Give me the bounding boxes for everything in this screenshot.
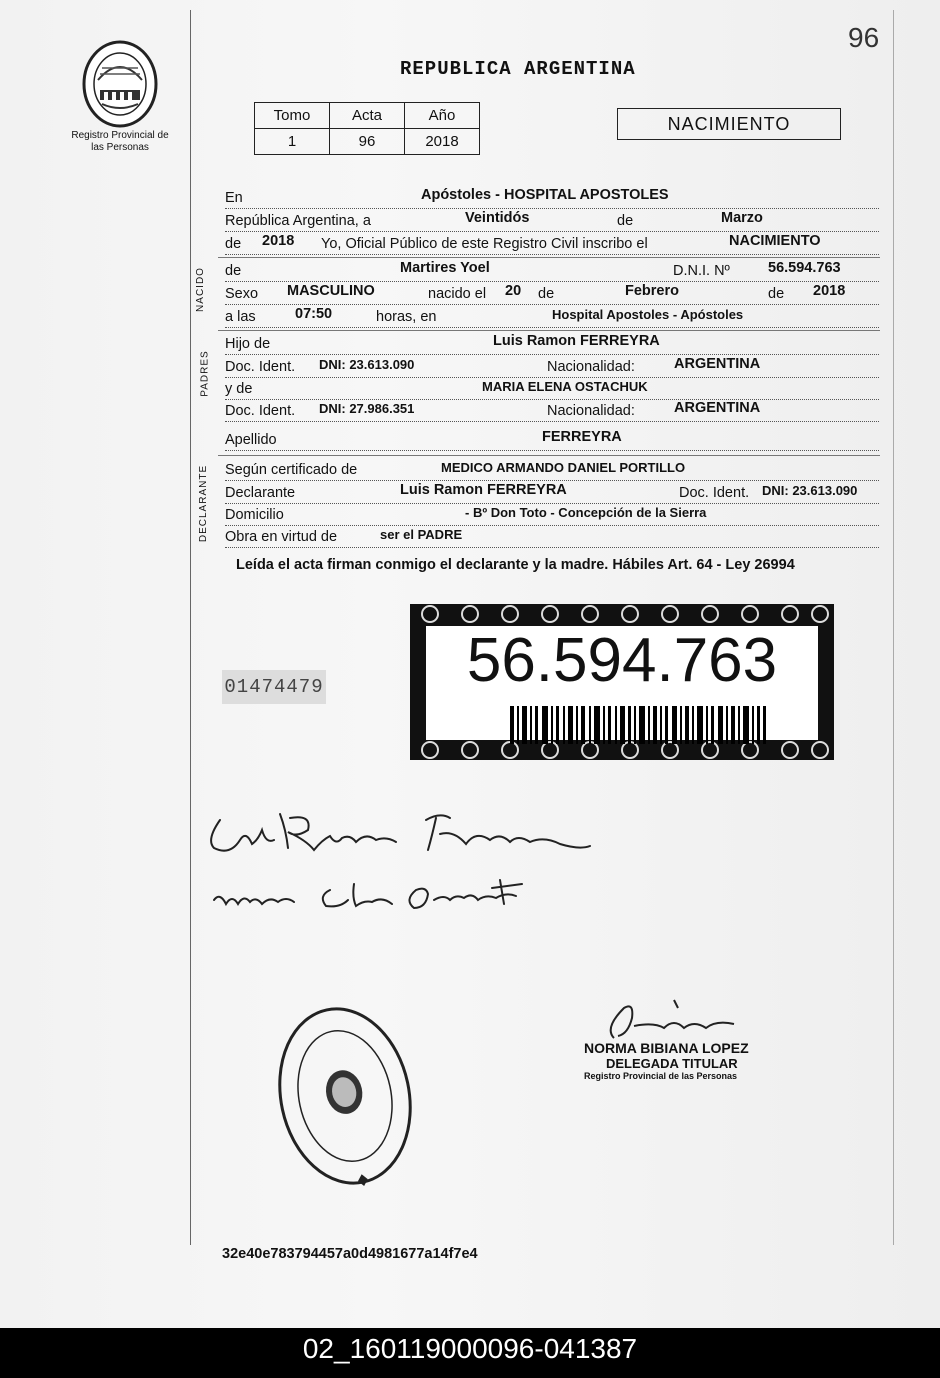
registry-stamp [270, 1000, 420, 1201]
father-name: Luis Ramon FERREYRA [493, 333, 660, 349]
tomo-value: 1 [255, 129, 330, 155]
declarante-row [225, 481, 879, 504]
birth-time: 07:50 [295, 306, 333, 322]
horas-label: horas, en [376, 309, 437, 325]
apellido-value: FERREYRA [542, 429, 622, 445]
acta-header: Acta [330, 103, 405, 129]
tomo-header: Tomo [255, 103, 330, 129]
stamp-seal-icon [270, 1000, 420, 1196]
doc-ident-label: Doc. Ident. [679, 485, 750, 501]
official-signature [594, 998, 744, 1042]
child-dni: 56.594.763 [768, 260, 841, 276]
logo-caption: Registro Provincial de las Personas [71, 130, 169, 153]
right-margin-line [893, 10, 894, 1245]
month-value: Marzo [721, 210, 763, 226]
apellido-row [225, 428, 879, 451]
doc-ident-label: Doc. Ident. [225, 359, 296, 375]
anio-header: Año [405, 103, 480, 129]
father-row [225, 332, 879, 355]
closing-note: Leída el acta firman conmigo el declarante y la madre. Hábiles Art. 64 - Ley 26994 [236, 557, 795, 573]
de-year-label: de [225, 236, 242, 252]
obra-value: ser el PADRE [380, 527, 463, 542]
acta-value: 96 [330, 129, 405, 155]
place-value: Apóstoles - HOSPITAL APOSTOLES [421, 187, 669, 203]
document-hash: 32e40e783794457a0d4981677a14f7e4 [222, 1246, 478, 1262]
event-value: NACIMIENTO [729, 233, 821, 249]
birth-place: Hospital Apostoles - Apóstoles [552, 307, 744, 322]
mother-nationality: ARGENTINA [674, 400, 761, 416]
de-label-2: de [538, 286, 555, 302]
document-title: REPUBLICA ARGENTINA [400, 58, 636, 80]
nacionalidad-label: Nacionalidad: [547, 359, 635, 375]
declarante-section-label: DECLARANTE [198, 464, 210, 543]
sexo-value: MASCULINO [287, 283, 375, 299]
day-value: Veintidós [465, 210, 530, 226]
birth-month: Febrero [625, 283, 679, 299]
hijo-de-label: Hijo de [225, 336, 271, 352]
document-type-box: NACIMIENTO [617, 108, 841, 140]
mother-doc-row [225, 399, 879, 422]
section-divider [218, 257, 880, 258]
de-label: de [225, 263, 242, 279]
declarante-name: Luis Ramon FERREYRA [400, 482, 567, 498]
domicilio-row [225, 503, 879, 526]
handwritten-signatures [200, 800, 620, 930]
sticker-white-area [426, 626, 818, 740]
republica-label: República Argentina, a [225, 213, 371, 229]
mother-name: MARIA ELENA OSTACHUK [482, 379, 648, 394]
place-row [225, 186, 879, 209]
footer-id: 02_160119000096-041387 [0, 1328, 940, 1378]
dni-label: D.N.I. Nº [673, 263, 730, 279]
father-nationality: ARGENTINA [674, 356, 761, 372]
year-value: 2018 [262, 233, 295, 249]
domicilio-value: - Bº Don Toto - Concepción de la Sierra [465, 505, 707, 520]
nacionalidad-label: Nacionalidad: [547, 403, 635, 419]
obra-row [225, 525, 879, 548]
book-reference-table [254, 102, 480, 155]
barcode-icon [510, 706, 766, 744]
left-margin-line [190, 10, 191, 1245]
father-doc-row [225, 355, 879, 378]
nacido-name-row [225, 259, 879, 282]
official-name: NORMA BIBIANA LOPEZ [584, 1040, 749, 1056]
date-row [225, 209, 879, 232]
section-divider [218, 330, 880, 331]
oficial-text: Yo, Oficial Público de este Registro Civil inscribo el [321, 236, 648, 252]
declarante-label: Declarante [225, 485, 296, 501]
obra-label: Obra en virtud de [225, 529, 338, 545]
certificado-label: Según certificado de [225, 462, 358, 478]
official-signature-block [584, 1040, 749, 1081]
de-label-3: de [768, 286, 785, 302]
parent-signatures [200, 800, 620, 935]
certificado-row [225, 458, 879, 481]
page-number: 96 [848, 22, 880, 53]
sexo-row [225, 282, 879, 305]
a-las-label: a las [225, 309, 256, 325]
time-row [225, 305, 879, 328]
padres-section-label: PADRES [199, 350, 211, 397]
official-title: DELEGADA TITULAR [606, 1056, 738, 1071]
identity-sticker [410, 604, 834, 760]
nacido-section-label: NACIDO [194, 267, 206, 312]
province-seal-icon [80, 40, 160, 128]
father-doc: DNI: 23.613.090 [319, 357, 415, 372]
anio-value: 2018 [405, 129, 480, 155]
year-row [225, 232, 879, 255]
sticker-number: 56.594.763 [466, 626, 778, 695]
mother-row [225, 377, 879, 400]
y-de-label: y de [225, 381, 253, 397]
nacido-el-label: nacido el [428, 286, 487, 302]
domicilio-label: Domicilio [225, 507, 284, 523]
doc-ident-label: Doc. Ident. [225, 403, 296, 419]
official-org: Registro Provincial de las Personas [584, 1071, 738, 1081]
de-label: de [617, 213, 634, 229]
birth-day: 20 [505, 283, 522, 299]
certificado-value: MEDICO ARMANDO DANIEL PORTILLO [441, 460, 686, 475]
section-divider [218, 455, 880, 456]
mother-doc: DNI: 27.986.351 [319, 401, 415, 416]
serial-number: 01474479 [222, 670, 326, 704]
declarante-doc: DNI: 23.613.090 [762, 483, 858, 498]
apellido-label: Apellido [225, 432, 277, 448]
child-name: Martires Yoel [400, 260, 490, 276]
en-label: En [225, 190, 243, 206]
sexo-label: Sexo [225, 286, 259, 302]
registry-logo [70, 40, 170, 154]
birth-year: 2018 [813, 283, 846, 299]
